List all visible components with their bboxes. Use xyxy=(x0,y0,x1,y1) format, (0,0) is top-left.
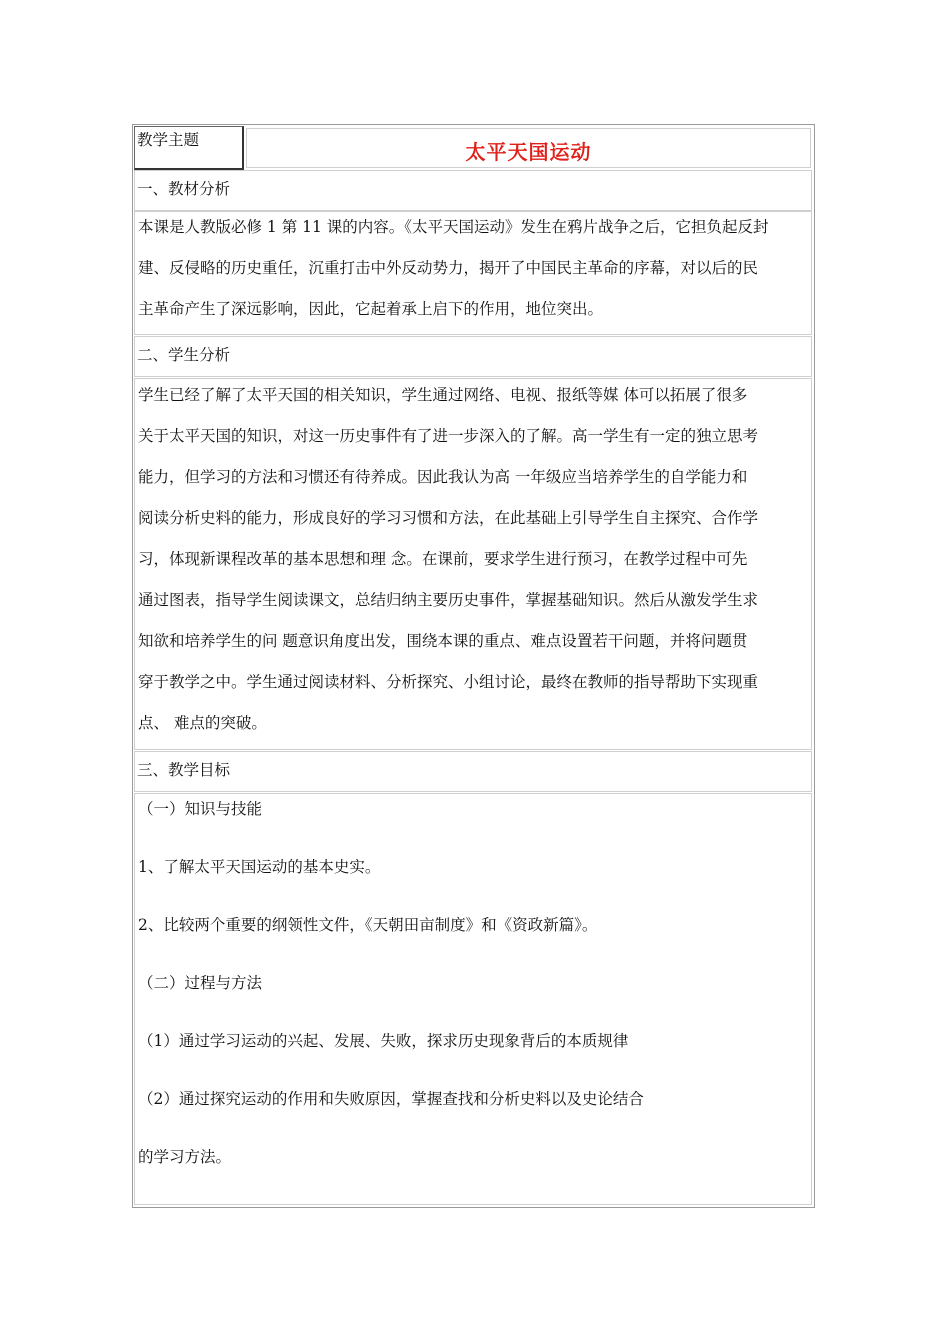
paragraph-line: 本课是人教版必修 1 第 11 课的内容。《太平天国运动》发生在鸦片战争之后，它担负起反封 xyxy=(138,218,769,236)
paragraph-line: 建、反侵略的历史重任，沉重打击中外反动势力，揭开了中国民主革命的序幕，对以后的民 xyxy=(138,259,759,277)
paragraph-line: 关于太平天国的知识，对这一历史事件有了进一步深入的了解。高一学生有一定的独立思考 xyxy=(138,427,759,445)
topic-label: 教学主题 xyxy=(137,131,200,149)
section-heading-cell xyxy=(134,751,812,792)
lesson-plan-table xyxy=(132,124,815,1208)
paragraph-line: 学生已经了解了太平天国的相关知识，学生通过网络、电视、报纸等媒 体可以拓展了很多 xyxy=(138,386,748,404)
paragraph-line: 习，体现新课程改革的基本思想和理 念。在课前，要求学生进行预习，在教学过程中可先 xyxy=(138,550,748,568)
section-heading-cell xyxy=(134,336,812,377)
section-body-cell xyxy=(134,378,812,750)
paragraph-line: 2、比较两个重要的纲领性文件，《天朝田亩制度》和《资政新篇》。 xyxy=(138,916,598,934)
paragraph-line: 点、 难点的突破。 xyxy=(138,714,267,732)
topic-title-cell xyxy=(246,128,811,168)
section-body-cell xyxy=(134,211,812,335)
paragraph-line: 穿于教学之中。学生通过阅读材料、分析探究、小组讨论，最终在教师的指导帮助下实现重 xyxy=(138,673,759,691)
section-body-cell xyxy=(134,793,812,1205)
paragraph-line: 的学习方法。 xyxy=(138,1148,232,1166)
paragraph-line: （一）知识与技能 xyxy=(138,800,263,818)
section-heading: 三、教学目标 xyxy=(137,761,231,779)
paragraph-line: 1、了解太平天国运动的基本史实。 xyxy=(138,858,381,876)
section-heading-cell xyxy=(134,170,812,211)
paragraph-line: 阅读分析史料的能力，形成良好的学习习惯和方法，在此基础上引导学生自主探究、合作学 xyxy=(138,509,759,527)
paragraph-line: （2）通过探究运动的作用和失败原因，掌握查找和分析史料以及史论结合 xyxy=(138,1090,644,1108)
topic-label-cell xyxy=(134,126,244,170)
paragraph-line: 能力，但学习的方法和习惯还有待养成。因此我认为高 一年级应当培养学生的自学能力和 xyxy=(138,468,748,486)
paragraph-line: 知欲和培养学生的问 题意识角度出发，围绕本课的重点、难点设置若干问题，并将问题贯 xyxy=(138,632,748,650)
paragraph-line: （二）过程与方法 xyxy=(138,974,263,992)
page-title: 太平天国运动 xyxy=(465,140,592,164)
paragraph-line: 通过图表，指导学生阅读课文，总结归纳主要历史事件，掌握基础知识。然后从激发学生求 xyxy=(138,591,759,609)
section-heading: 一、教材分析 xyxy=(137,180,231,198)
paragraph-line: 主革命产生了深远影响，因此，它起着承上启下的作用，地位突出。 xyxy=(138,300,604,318)
paragraph-line: （1）通过学习运动的兴起、发展、失败，探求历史现象背后的本质规律 xyxy=(138,1032,629,1050)
section-heading: 二、学生分析 xyxy=(137,346,231,364)
